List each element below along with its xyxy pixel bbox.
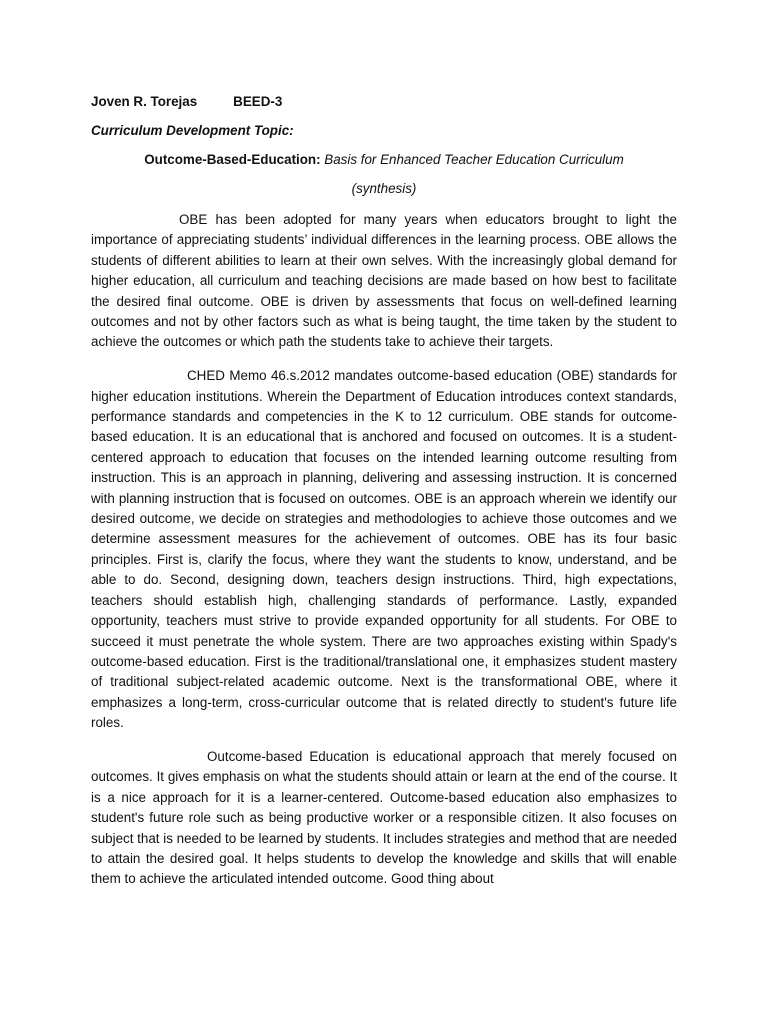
title-sub: Basis for Enhanced Teacher Education Curriculum	[324, 152, 624, 167]
author-line	[91, 92, 677, 112]
paragraph-1: OBE has been adopted for many years when educators brought to light the importance of appreciating students’ individual differences in the learning process. OBE allows the students of different abilities to learn at their own selves. With the increasingly global demand for higher education, all curriculum and teaching decisions are made based on how best to facilitate the desired final outcome. OBE is driven by assessments that focus on well-defined learning outcomes and not by other factors such as what is being taught, the time taken by the student to achieve the outcomes or which path the students take to achieve their targets.	[91, 212, 677, 350]
author-name: Joven R. Torejas	[91, 94, 198, 109]
title-main: Outcome-Based-Education:	[144, 152, 321, 167]
topic-label: Curriculum Development Topic:	[91, 123, 294, 138]
document-subtitle: (synthesis)	[351, 181, 417, 196]
paragraph-2: CHED Memo 46.s.2012 mandates outcome-based education (OBE) standards for higher education institutions. Wherein the Department of Education introduces context standards, performance standards and competencies in the K to 12 curriculum. OBE stands for outcome-based education. It is an educational that is anchored and focused on outcomes. It is a student-centered approach to education that focuses on the intended learning outcome resulting from instruction. This is an approach in planning, delivering and assessing instruction. It is concerned with planning instruction that is focused on outcomes. OBE is an approach wherein we identify our desired outcome, we decide on strategies and methodologies to achieve those outcomes and we determine assessment measures for the achievement of outcomes. OBE has its four basic principles. First is, clarify the focus, where they want the students to know, understand, and be able to do. Second, designing down, teachers design instructions. Third, high expectations, teachers should establish high, challenging standards of performance. Lastly, expanded opportunity, teachers must strive to provide expanded opportunity for all students. For OBE to succeed it must penetrate the whole system. There are two approaches existing within Spady's outcome-based education. First is the traditional/translational one, it emphasizes student mastery of traditional subject-related academic outcome. Next is the transformational OBE, where it emphasizes a long-term, cross-curricular outcome that is related directly to student's future life roles.	[91, 368, 677, 731]
document-title	[91, 150, 677, 170]
document-page	[91, 92, 677, 903]
paragraph-3: Outcome-based Education is educational approach that merely focused on outcomes. It gives emphasis on what the students should attain or learn at the end of the course. It is a nice approach for it is a learner-centered. Outcome-based education also emphasizes to student's future role such as being productive worker or a responsible citizen. It also focuses on subject that is needed to be learned by students. It includes strategies and method that are needed to attain the desired goal. It helps students to develop the knowledge and skills that will enable them to achieve the articulated intended outcome. Good thing about	[91, 748, 677, 887]
course-code: BEED-3	[233, 94, 283, 109]
